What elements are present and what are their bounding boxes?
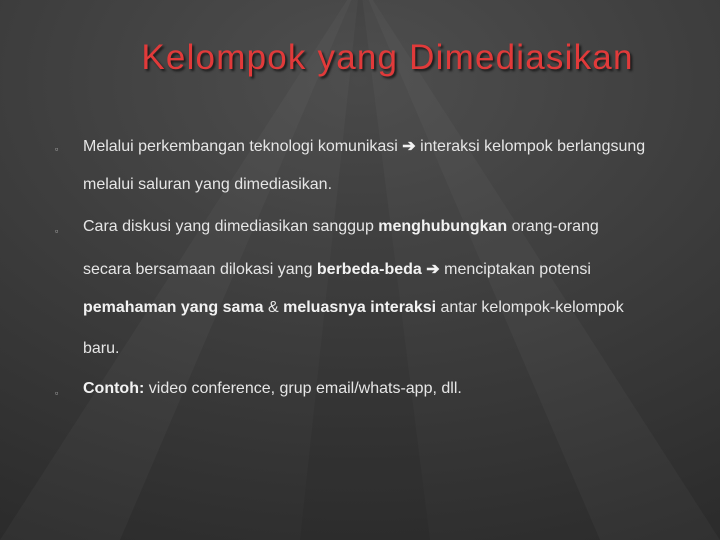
slide-title: Kelompok yang Dimediasikan — [141, 38, 634, 77]
bullet-1-line-2: melalui saluran yang dimediasikan. — [83, 176, 333, 193]
bullet-2-line-4: baru. — [83, 340, 120, 357]
bullet-marker: ▫ — [55, 226, 59, 236]
bullet-2-line-3: pemahaman yang sama & meluasnya interaksi antar kelompok-kelompok — [83, 299, 624, 316]
bullet-2-line-2: secara bersamaan dilokasi yang berbeda-beda ➔ menciptakan potensi — [83, 261, 591, 278]
bullet-3-line-1: Contoh: video conference, grup email/whats-app, dll. — [83, 380, 462, 397]
bullet-marker: ▫ — [55, 388, 59, 398]
arrow-right-icon: ➔ — [426, 261, 440, 278]
bullet-marker: ▫ — [55, 144, 59, 154]
arrow-right-icon: ➔ — [402, 138, 416, 155]
bullet-2-line-1: Cara diskusi yang dimediasikan sanggup menghubungkan orang-orang — [83, 218, 599, 235]
bullet-1-line-1: Melalui perkembangan teknologi komunikasi ➔ interaksi kelompok berlangsung — [83, 138, 646, 155]
